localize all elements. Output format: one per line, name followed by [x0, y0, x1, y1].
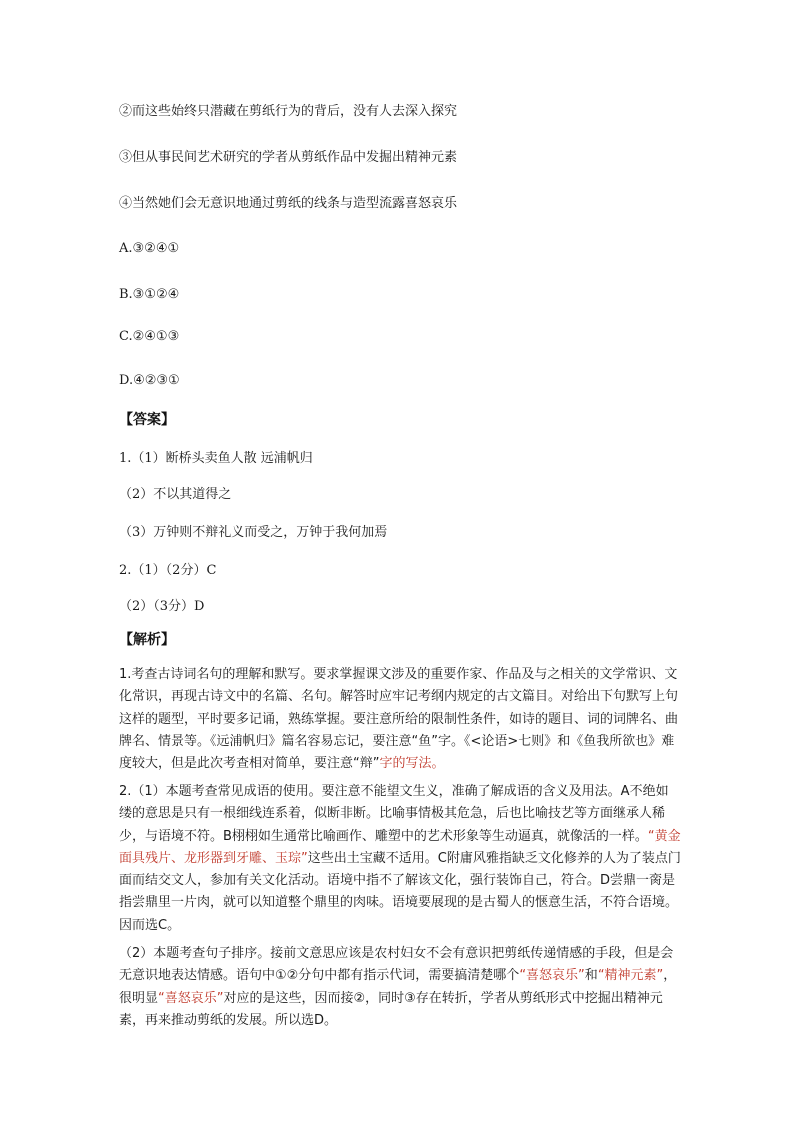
answer-1-3: （3）万钟则不辩礼义而受之，万钟于我何加焉	[119, 525, 388, 540]
analysis-paragraph-2	[119, 781, 681, 937]
analysis-p1-highlight: 字的写法。	[379, 756, 445, 772]
analysis-p3-highlight-2: “精神元素”	[597, 968, 664, 984]
analysis-p3-text-d: 对应的是这些，因而接②，同时③存在转折，学者从剪纸形式中挖掘出精神元素，再来推动剪纸的发展。所以选D。	[119, 990, 663, 1028]
analysis-p3-text-a: （2）本题考查句子排序。接前文意思应该是农村妇女不会有意识把剪纸传递情感的手段，但是会无意识地表达情感。语句中①②分句中都有指示代词，需要搞清楚哪个	[119, 946, 674, 984]
answer-1-1: 1.（1）断桥头卖鱼人散 远浦帆归	[119, 451, 313, 466]
sentence-3: ③但从事民间艺术研究的学者从剪纸作品中发掘出精神元素	[119, 150, 458, 165]
analysis-p3-text-c: ，很明显	[119, 968, 677, 1006]
analysis-heading: 【解析】	[119, 632, 175, 648]
analysis-p3-highlight-3: “喜怒哀乐”	[158, 990, 224, 1006]
analysis-p2-text-b: 这些出土宝藏不适用。C附庸风雅指缺乏文化修养的人为了装点门面而结交文人，参加有关文化活动。语境中指不了解该文化，强行装饰自己，符合。D尝鼎一脔是指尝鼎里一片肉，就可以知道整个鼎里的肉味。语境要展现的是古蜀人的惬意生活，不符合语境。因而选C。	[119, 850, 681, 933]
analysis-paragraph-1	[119, 664, 681, 775]
analysis-p2-text-a: 2.（1）本题考查常见成语的使用。要注意不能望文生义，准确了解成语的含义及用法。A不绝如缕的意思是只有一根细线连系着，似断非断。比喻事情极其危急，后也比喻技艺等方面继承人稀少，与语境不符。B栩栩如生通常比喻画作、雕塑中的艺术形象等生动逼真，就像活的一样。	[119, 784, 669, 844]
sentence-2: ②而这些始终只潜藏在剪纸行为的背后，没有人去深入探究	[119, 104, 458, 119]
option-c: C.②④①③	[119, 329, 180, 344]
option-d: D.④②③①	[119, 373, 180, 388]
analysis-p2-highlight: “黄金面具残片、龙形器到牙雕、玉琮”	[119, 828, 681, 866]
analysis-paragraph-3	[119, 943, 681, 1032]
analysis-p3-text-b: 和	[584, 968, 598, 984]
answer-2-2: （2）（3分）D	[119, 599, 205, 614]
answer-2-1: 2.（1）（2分）C	[119, 563, 217, 578]
analysis-p3-highlight-1: “喜怒哀乐”	[519, 968, 585, 984]
answer-heading: 【答案】	[119, 412, 175, 428]
option-b: B.③①②④	[119, 287, 180, 302]
option-a: A.③②④①	[119, 241, 180, 256]
answer-1-2: （2）不以其道得之	[119, 487, 232, 502]
sentence-4: ④当然她们会无意识地通过剪纸的线条与造型流露喜怒哀乐	[119, 196, 458, 211]
analysis-p1-text: 1.考查古诗词名句的理解和默写。要求掌握课文涉及的重要作家、作品及与之相关的文学常识、文化常识，再现古诗文中的名篇、名句。解答时应牢记考纲内规定的古文篇目。对给出下句默写上句这样的题型，平时要多记诵，熟练掌握。要注意所给的限制性条件，如诗的题目、词的词牌名、曲牌名、情景等。《远浦帆归》篇名容易忘记，要注意“鱼”字。《<论语>七则》和《鱼我所欲也》难度较大，但是此次考查相对简单，要注意“辩”	[119, 667, 679, 772]
